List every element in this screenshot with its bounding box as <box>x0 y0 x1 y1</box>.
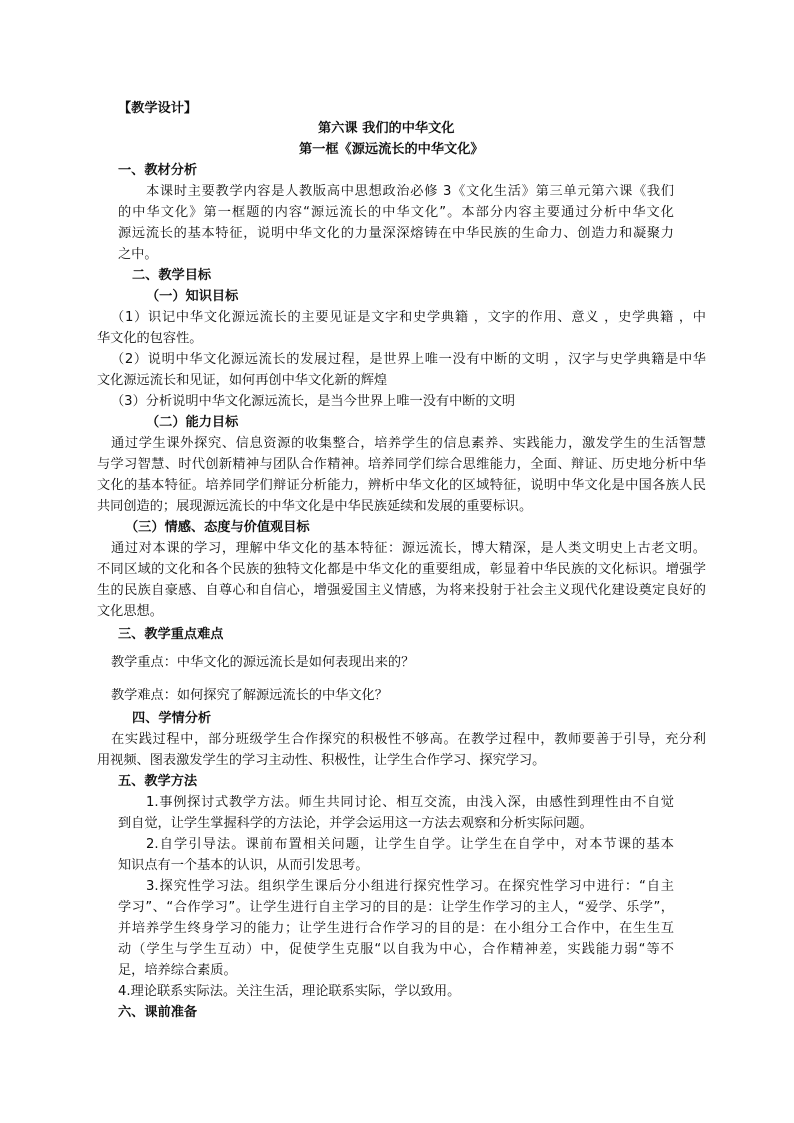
s4-line: 用视频、图表激发学生的学习主动性、积极性，让学生合作学习、探究学习。 <box>97 753 546 768</box>
s1-heading: 一、教材分析 <box>118 163 198 178</box>
s5-line: 学习”、“合作学习”。让学生进行自主学习的目的是：让学生作学习的主人，“爱学、乐学”， <box>118 900 674 915</box>
s1-line: 之中。 <box>118 247 158 262</box>
s1-line: 源远流长的基本特征，说明中华文化的力量深深熔铸在中华民族的生命力、创造力和凝聚力 <box>118 226 674 241</box>
s5-line: 4.理论联系实际法。关注生活，理论联系实际，学以致用。 <box>118 984 461 999</box>
s5-line: 足，培养综合素质。 <box>118 963 237 978</box>
s5-line: 3.探究性学习法。组织学生课后分小组进行探究性学习。在探究性学习中进行：“自主 <box>146 879 674 894</box>
s4-heading: 四、学情分析 <box>132 711 212 726</box>
s5-line: 并培养学生终身学习的能力；让学生进行合作学习的目的是：在小组分工合作中，在生生互 <box>118 921 674 936</box>
s5-line: 动（学生与学生互动）中，促使学生克服“以自我为中心，合作精神差，实践能力弱“等不 <box>118 942 674 957</box>
s6-heading: 六、课前准备 <box>118 1005 198 1020</box>
s2-heading: 二、教学目标 <box>132 268 212 283</box>
s5-heading: 五、教学方法 <box>118 774 198 789</box>
s2-ability-line: 与学习智慧、时代创新精神与团队合作精神。培养同学们综合思维能力，全面、辩证、历史地分析中华 <box>97 457 706 472</box>
s5-line: 到自觉，让学生掌握科学的方法论，并学会运用这一方法去观察和分析实际问题。 <box>118 816 593 831</box>
s2-emotion-line: 生的民族自豪感、自尊心和自信心，增强爱国主义情感，为将来投射于社会主义现代化建设奠定良好的 <box>97 583 706 598</box>
s2-ability-line: 共同创造的；展现源远流长的中华文化是中华民族延续和发展的重要标识。 <box>97 499 533 514</box>
s1-line: 的中华文化》第一框题的内容“源远流长的中华文化”。本部分内容主要通过分析中华文化 <box>118 205 674 220</box>
s2-knowledge-line: （2）说明中华文化源远流长的发展过程，是世界上唯一没有中断的文明 ，汉字与史学典籍是中华 <box>111 352 706 367</box>
s2-sub-knowledge: （一）知识目标 <box>146 289 239 304</box>
s2-knowledge-line: （3）分析说明中华文化源远流长，是当今世界上唯一没有中断的文明 <box>111 394 516 409</box>
lesson-title: 第六课 我们的中华文化 <box>318 121 455 136</box>
s2-knowledge-line: 文化源远流长和见证，如何再创中华文化新的辉煌 <box>97 373 388 388</box>
s2-emotion-line: 通过对本课的学习，理解中华文化的基本特征：源远流长，博大精深，是人类文明史上古老文明。 <box>111 541 706 556</box>
section-title: 第一框《源远流长的中华文化》 <box>299 142 484 157</box>
s5-line: 2.自学引导法。课前布置相关问题，让学生自学。让学生在自学中，对本节课的基本 <box>146 837 674 852</box>
s2-knowledge-line: 华文化的包容性。 <box>97 331 203 346</box>
key-point: 教学重点：中华文化的源远流长是如何表现出来的？ <box>111 655 415 670</box>
header-label: 【教学设计】 <box>118 101 198 116</box>
s2-sub-ability: （二）能力目标 <box>146 415 239 430</box>
s2-emotion-line: 不同区域的文化和各个民族的独特文化都是中华文化的重要组成，彰显着中华民族的文化标识。增强学 <box>97 562 706 577</box>
s2-ability-line: 文化的基本特征。培养同学们辩证分析能力，辨析中华文化的区域特征，说明中华文化是中国各族人民 <box>97 478 706 493</box>
s5-line: 知识点有一个基本的认识，从而引发思考。 <box>118 858 369 873</box>
s5-line: 1.事例探讨式教学方法。师生共同讨论、相互交流，由浅入深，由感性到理性由不自觉 <box>146 795 674 810</box>
difficulty-point: 教学难点：如何探究了解源远流长的中华文化？ <box>111 688 388 703</box>
s2-sub-emotion: （三）情感、态度与价值观目标 <box>125 520 310 535</box>
s1-line: 本课时主要教学内容是人教版高中思想政治必修 3《文化生活》第三单元第六课《我们 <box>146 184 674 199</box>
s2-emotion-line: 文化思想。 <box>97 604 163 619</box>
s4-line: 在实践过程中，部分班级学生合作探究的积极性不够高。在教学过程中，教师要善于引导，充分利 <box>111 732 706 747</box>
s3-heading: 三、教学重点难点 <box>118 627 224 642</box>
s2-knowledge-line: （1）识记中华文化源远流长的主要见证是文字和史学典籍 ，文字的作用、意义 ，史学典籍 ，中 <box>111 310 706 325</box>
s2-ability-line: 通过学生课外探究、信息资源的收集整合，培养学生的信息素养、实践能力，激发学生的生活智慧 <box>111 436 706 451</box>
